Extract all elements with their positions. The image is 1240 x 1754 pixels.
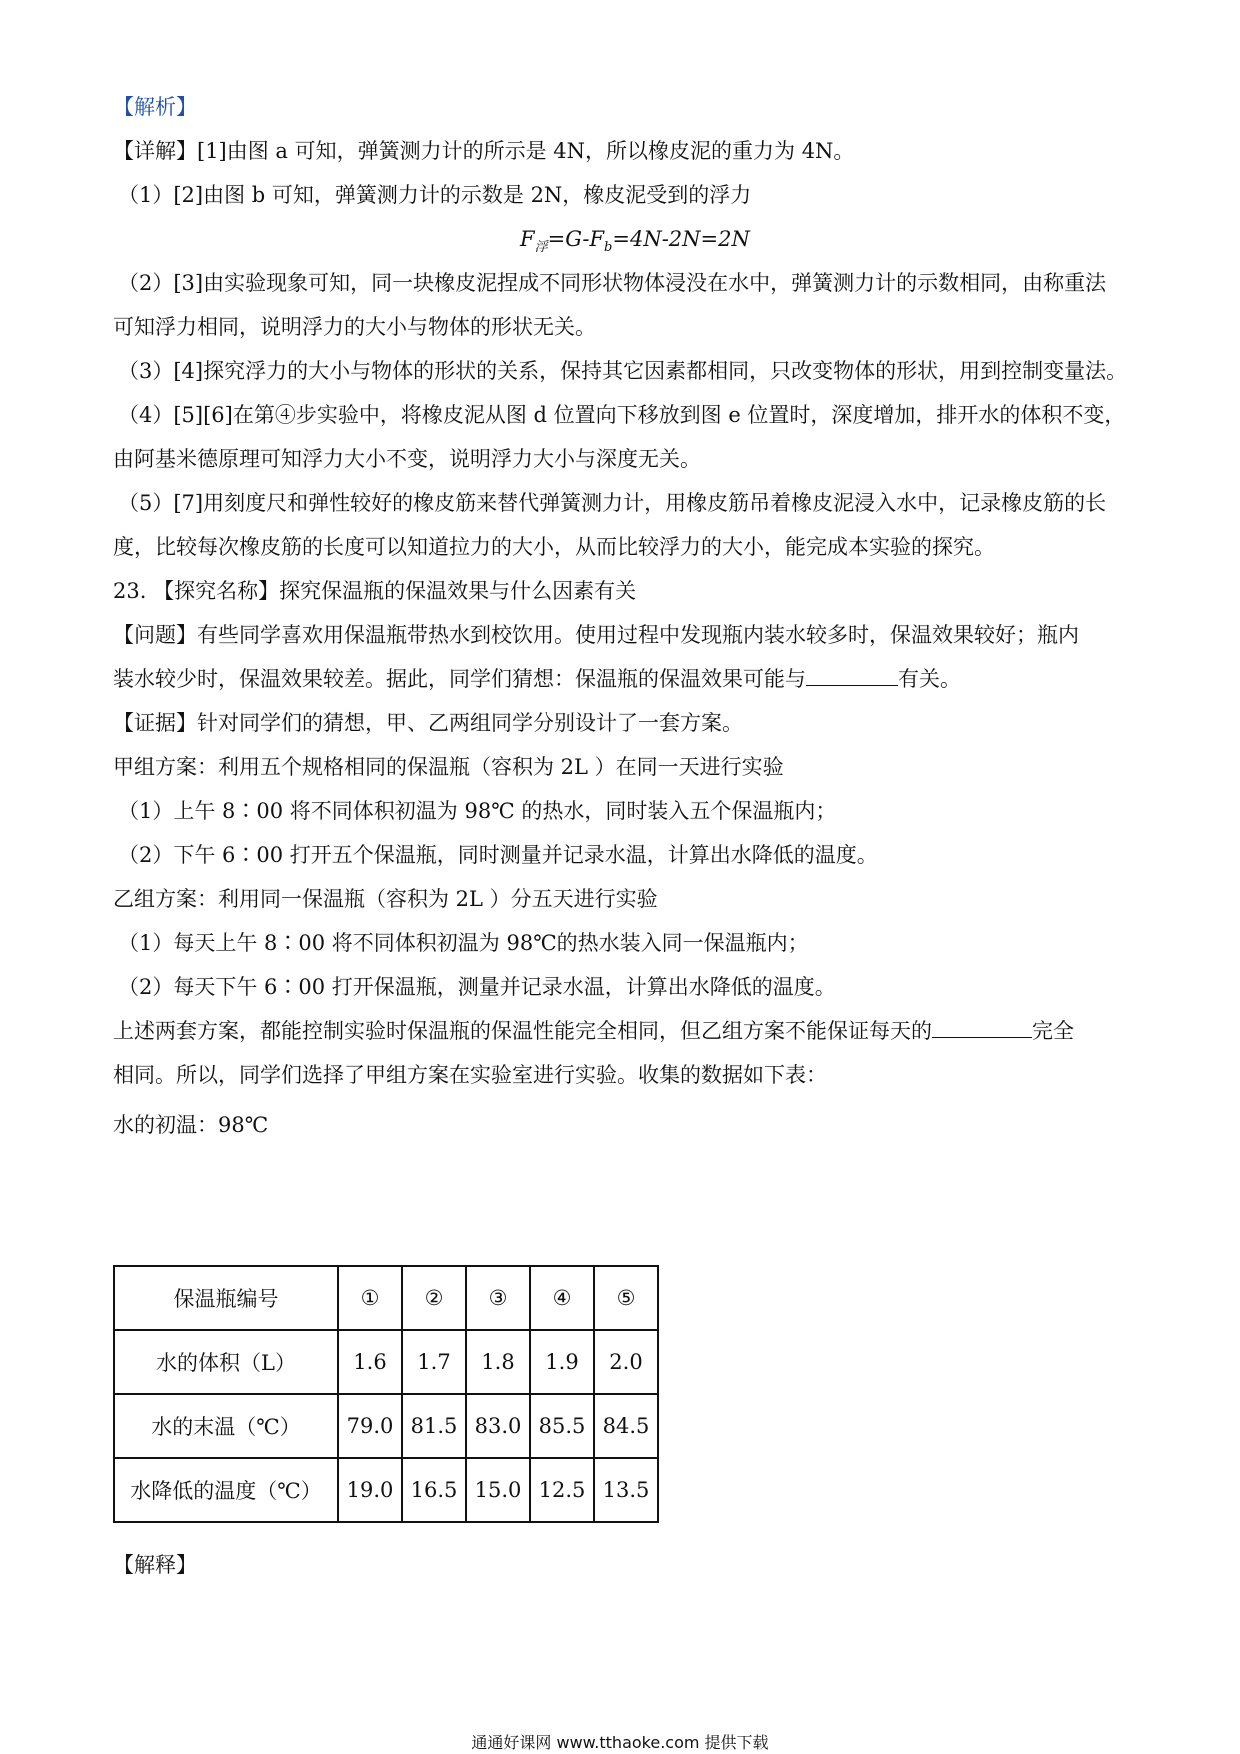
paragraph-line <box>113 1016 1074 1046</box>
paragraph-line: （3）[4]探究浮力的大小与物体的形状的关系，保持其它因素都相同，只改变物体的形状，用到控制变量法。 <box>118 359 1128 383</box>
section-label-explanation: 【解释】 <box>113 1553 197 1577</box>
table-row <box>114 1330 658 1394</box>
table-cell: 12.5 <box>530 1458 594 1522</box>
table-header-cell: ④ <box>530 1266 594 1330</box>
paragraph-line: 乙组方案：利用同一保温瓶（容积为 2L ）分五天进行实验 <box>113 887 658 911</box>
paragraph-text: 完全 <box>1032 1019 1074 1043</box>
formula-part: =4N-2N=2N <box>612 227 750 251</box>
page-footer: 通通好课网 www.tthaoke.com 提供下载 <box>471 1733 769 1752</box>
question-heading: 23. 【探究名称】探究保温瓶的保温效果与什么因素有关 <box>113 579 637 603</box>
table-header-cell: ① <box>338 1266 402 1330</box>
table-cell: 16.5 <box>402 1458 466 1522</box>
paragraph-line: （5）[7]用刻度尺和弹性较好的橡皮筋来替代弹簧测力计，用橡皮筋吊着橡皮泥浸入水中，记录橡皮筋的长 <box>118 491 1107 515</box>
formula-symbol: F <box>520 227 535 251</box>
paragraph-line: 相同。所以，同学们选择了甲组方案在实验室进行实验。收集的数据如下表： <box>113 1063 827 1087</box>
formula-part: =G-F <box>547 227 605 251</box>
table-cell: 1.6 <box>338 1330 402 1394</box>
table-row <box>114 1458 658 1522</box>
paragraph-line: （1）[2]由图 b 可知，弹簧测力计的示数是 2N，橡皮泥受到的浮力 <box>118 183 752 207</box>
table-cell: 1.9 <box>530 1330 594 1394</box>
paragraph-line: （4）[5][6]在第④步实验中，将橡皮泥从图 d 位置向下移放到图 e 位置时，深度增加，排开水的体积不变， <box>118 403 1126 427</box>
paragraph-line: （1）上午 8∶00 将不同体积初温为 98℃ 的热水，同时装入五个保温瓶内； <box>118 799 837 823</box>
table-cell: 79.0 <box>338 1394 402 1458</box>
table-cell: 19.0 <box>338 1458 402 1522</box>
table-row-label: 水降低的温度（℃） <box>114 1458 338 1522</box>
answer-blank[interactable] <box>932 1017 1032 1038</box>
table-cell: 1.7 <box>402 1330 466 1394</box>
table-row-label: 水的末温（℃） <box>114 1394 338 1458</box>
paragraph-line: 【详解】[1]由图 a 可知，弹簧测力计的所示是 4N，所以橡皮泥的重力为 4N。 <box>113 139 855 163</box>
table-header-cell: 保温瓶编号 <box>114 1266 338 1330</box>
table-cell: 1.8 <box>466 1330 530 1394</box>
initial-temp-label: 水的初温：98℃ <box>113 1113 269 1137</box>
table-header-cell: ② <box>402 1266 466 1330</box>
paragraph-text: 装水较少时，保温效果较差。据此，同学们猜想：保温瓶的保温效果可能与 <box>113 667 806 691</box>
data-table <box>113 1265 659 1523</box>
formula-subscript: b <box>604 240 613 256</box>
paragraph-line: 甲组方案：利用五个规格相同的保温瓶（容积为 2L ）在同一天进行实验 <box>113 755 784 779</box>
paragraph-line: （1）每天上午 8∶00 将不同体积初温为 98℃的热水装入同一保温瓶内； <box>118 931 809 955</box>
paragraph-line: （2）每天下午 6∶00 打开保温瓶，测量并记录水温，计算出水降低的温度。 <box>118 975 836 999</box>
table-row <box>114 1394 658 1458</box>
paragraph-line: （2）[3]由实验现象可知，同一块橡皮泥捏成不同形状物体浸没在水中，弹簧测力计的示数相同，由称重法 <box>118 271 1107 295</box>
table-header-cell: ③ <box>466 1266 530 1330</box>
answer-blank[interactable] <box>806 665 898 686</box>
table-cell: 84.5 <box>594 1394 658 1458</box>
buoyancy-formula <box>520 224 750 263</box>
paragraph-line <box>113 664 961 694</box>
paragraph-line: 由阿基米德原理可知浮力大小不变，说明浮力大小与深度无关。 <box>113 447 701 471</box>
table-cell: 2.0 <box>594 1330 658 1394</box>
paragraph-line: 【证据】针对同学们的猜想，甲、乙两组同学分别设计了一套方案。 <box>113 711 743 735</box>
formula-subscript: 浮 <box>534 240 548 256</box>
paragraph-text: 有关。 <box>898 667 961 691</box>
paragraph-text: 上述两套方案，都能控制实验时保温瓶的保温性能完全相同，但乙组方案不能保证每天的 <box>113 1019 932 1043</box>
table-cell: 13.5 <box>594 1458 658 1522</box>
table-cell: 83.0 <box>466 1394 530 1458</box>
table-cell: 15.0 <box>466 1458 530 1522</box>
table-row-label: 水的体积（L） <box>114 1330 338 1394</box>
table-header-cell: ⑤ <box>594 1266 658 1330</box>
paragraph-line: 【问题】有些同学喜欢用保温瓶带热水到校饮用。使用过程中发现瓶内装水较多时，保温效果较好；瓶内 <box>113 623 1079 647</box>
paragraph-line: （2）下午 6∶00 打开五个保温瓶，同时测量并记录水温，计算出水降低的温度。 <box>118 843 878 867</box>
table-header-row <box>114 1266 658 1330</box>
table-cell: 85.5 <box>530 1394 594 1458</box>
paragraph-line: 可知浮力相同，说明浮力的大小与物体的形状无关。 <box>113 315 596 339</box>
table-cell: 81.5 <box>402 1394 466 1458</box>
paragraph-line: 度，比较每次橡皮筋的长度可以知道拉力的大小，从而比较浮力的大小，能完成本实验的探究。 <box>113 535 995 559</box>
section-label-analysis: 【解析】 <box>113 95 197 119</box>
